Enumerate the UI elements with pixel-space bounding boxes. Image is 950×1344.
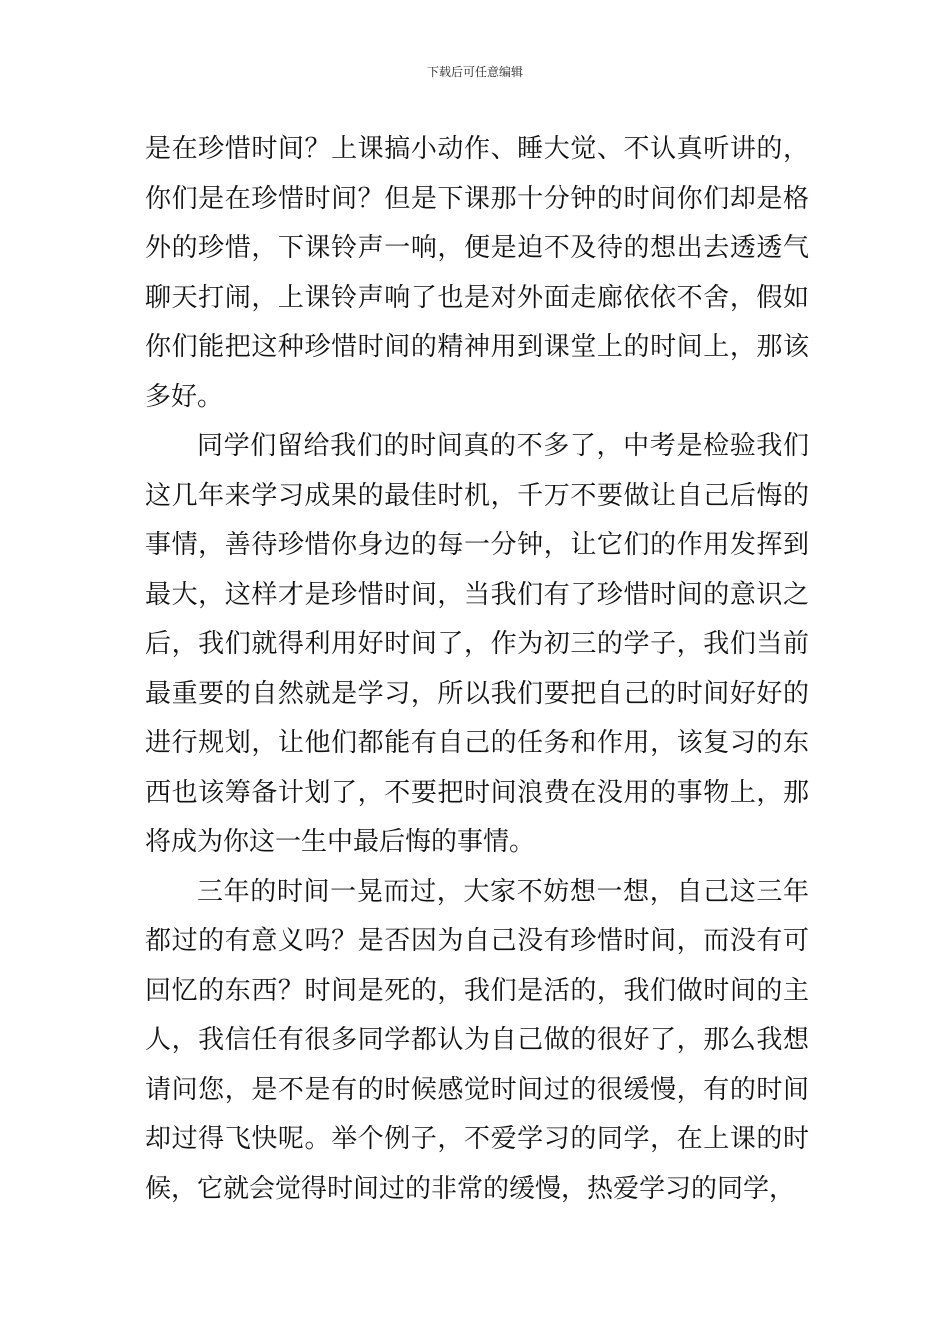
paragraph-3: 三年的时间一晃而过，大家不妨想一想，自己这三年都过的有意义吗？是否因为自己没有珍惜时间，而没有可回忆的东西？时间是死的，我们是活的，我们做时间的主人，我信任有很多同学都认为自己做的很好了，那么我想请问您，是不是有的时候感觉时间过的很缓慢，有的时间却过得飞快呢。举个例子，不爱学习的同学，在上课的时候，它就会觉得时间过的非常的缓慢，热爱学习的同学， <box>145 876 809 1204</box>
document-body <box>145 125 809 1214</box>
paragraph-1: 是在珍惜时间？上课搞小动作、睡大觉、不认真听讲的，你们是在珍惜时间？但是下课那十分钟的时间你们却是格外的珍惜，下课铃声一响，便是迫不及待的想出去透透气聊天打闹，上课铃声响了也是对外面走廊依依不舍，假如你们能把这种珍惜时间的精神用到课堂上的时间上，那该多好。 <box>145 134 809 412</box>
page-header: 下载后可任意编辑 <box>426 65 523 79</box>
paragraph-2: 同学们留给我们的时间真的不多了，中考是检验我们这几年来学习成果的最佳时机，千万不要做让自己后悔的事情，善待珍惜你身边的每一分钟，让它们的作用发挥到最大，这样才是珍惜时间，当我们有了珍惜时间的意识之后，我们就得利用好时间了，作为初三的学子，我们当前最重要的自然就是学习，所以我们要把自己的时间好好的进行规划，让他们都能有自己的任务和作用，该复习的东西也该筹备计划了，不要把时间浪费在没用的事物上，那将成为你这一生中最后悔的事情。 <box>145 431 809 857</box>
